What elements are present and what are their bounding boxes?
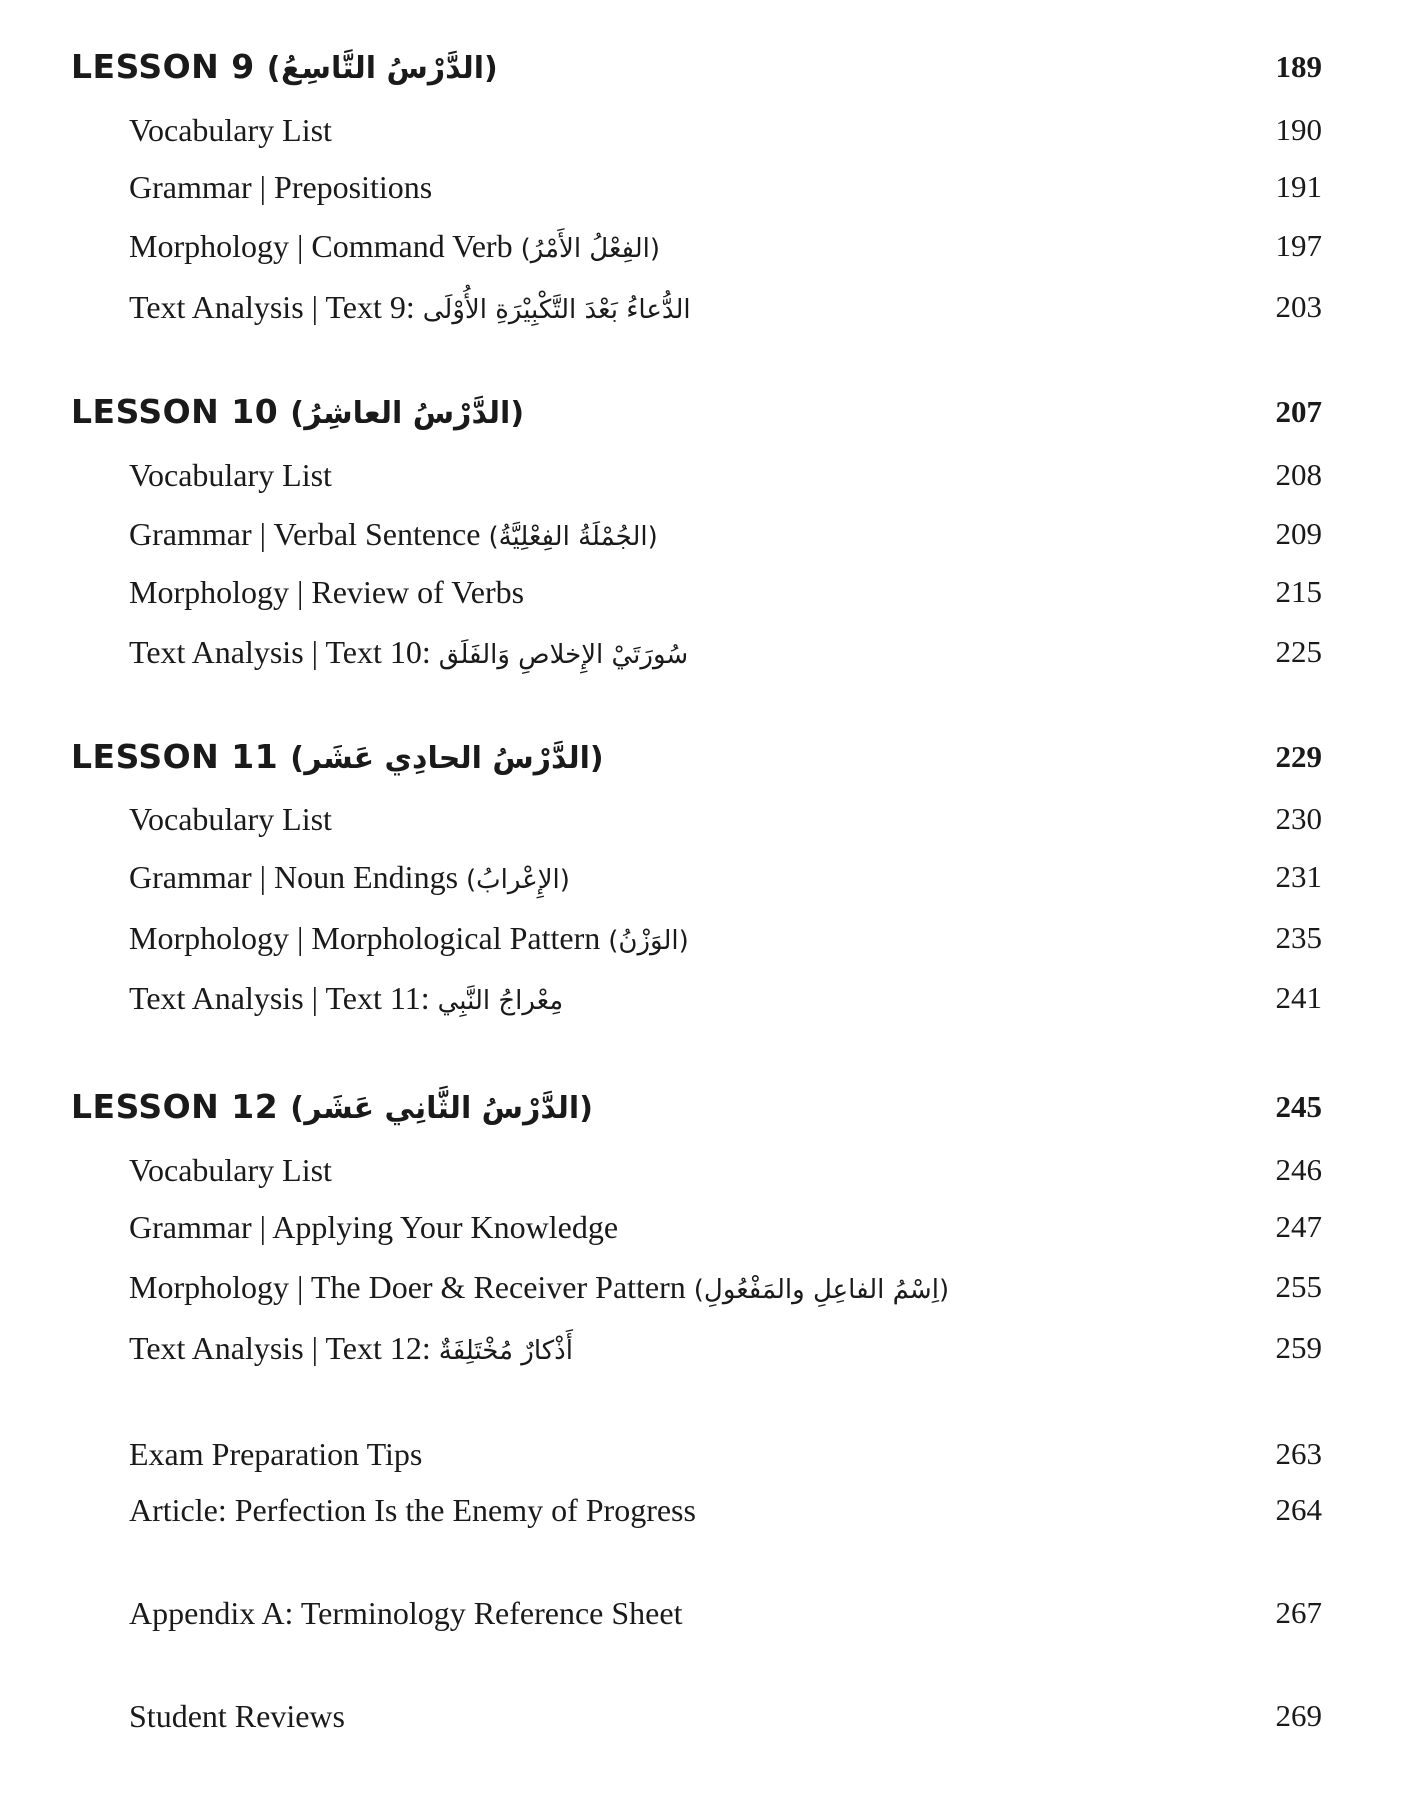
entry-text: Grammar | Noun Endings [129, 859, 467, 895]
page-number: 191 [1275, 169, 1322, 204]
page-number: 235 [1275, 920, 1322, 955]
entry-text: Grammar | Applying Your Knowledge [129, 1209, 619, 1245]
entry-title [129, 108, 332, 155]
entry-arabic: سُورَتَيْ الإِخلاصِ وَالفَلَق [438, 640, 689, 670]
entry-arabic: (الإِعْرابُ) [466, 865, 570, 895]
entry-title [129, 797, 332, 844]
entry-title [129, 512, 658, 559]
entry-title [129, 1326, 573, 1373]
page-number: 247 [1275, 1209, 1322, 1244]
page-number: 267 [1275, 1595, 1322, 1630]
page-number: 225 [1275, 634, 1322, 669]
lesson-arabic-title: (الدَّرْسُ التَّاسِعُ) [266, 51, 499, 86]
page-number: 215 [1275, 574, 1322, 609]
page-number: 264 [1275, 1492, 1322, 1527]
lesson-heading [71, 1085, 593, 1131]
entry-text: Grammar | Prepositions [129, 169, 433, 205]
entry-arabic: مِعْراجُ النَّبِي [437, 986, 564, 1016]
entry-text: Text Analysis | Text 11: [129, 980, 438, 1016]
page-number: 259 [1275, 1330, 1322, 1365]
entry-text: Morphology | Morphological Pattern [129, 920, 609, 956]
entry-title: Student Reviews [129, 1698, 345, 1734]
page-number: 263 [1275, 1436, 1322, 1471]
page-number: 230 [1275, 801, 1322, 836]
entry-text: Morphology | The Doer & Receiver Pattern [129, 1269, 694, 1305]
lesson-heading [71, 735, 604, 781]
entry-arabic: (الوَزْنُ) [608, 926, 689, 956]
entry-title [129, 855, 570, 902]
page-number: 231 [1275, 859, 1322, 894]
entry-title: Appendix A: Terminology Reference Sheet [129, 1595, 683, 1631]
lesson-arabic-title: (الدَّرْسُ الثَّانِي عَشَر) [290, 1091, 594, 1126]
entry-arabic: أَذْكارٌ مُخْتَلِفَةٌ [438, 1336, 573, 1366]
entry-title [129, 1148, 332, 1195]
entry-text: Text Analysis | Text 10: [129, 634, 439, 670]
entry-text: Vocabulary List [129, 1152, 332, 1188]
page-number: 197 [1275, 228, 1322, 263]
entry-text: Vocabulary List [129, 112, 332, 148]
entry-title [129, 630, 688, 677]
page-number: 203 [1275, 289, 1322, 324]
entry-arabic: (الفِعْلُ الأَمْرُ) [520, 234, 660, 264]
lesson-heading [71, 390, 525, 436]
lesson-heading [71, 45, 498, 91]
entry-title [129, 1205, 618, 1252]
entry-title [129, 570, 524, 617]
page-number: 190 [1275, 112, 1322, 147]
entry-text: Vocabulary List [129, 457, 332, 493]
entry-title [129, 224, 660, 271]
entry-title: Article: Perfection Is the Enemy of Progress [129, 1492, 696, 1528]
entry-title [129, 916, 689, 963]
entry-title: Exam Preparation Tips [129, 1436, 423, 1472]
page-number: 241 [1275, 980, 1322, 1015]
entry-text: Grammar | Verbal Sentence [129, 516, 489, 552]
page-number: 245 [1275, 1089, 1322, 1124]
lesson-label: LESSON 10 [71, 392, 279, 431]
entry-text: Morphology | Command Verb [129, 228, 521, 264]
entry-arabic: الدُّعاءُ بَعْدَ التَّكْبِيْرَةِ الأُوْلَى [422, 295, 691, 325]
lesson-arabic-title: (الدَّرْسُ الحادِي عَشَر) [290, 741, 605, 776]
page-number: 208 [1275, 457, 1322, 492]
entry-title [129, 453, 332, 500]
entry-title [129, 1265, 949, 1312]
entry-text: Text Analysis | Text 12: [129, 1330, 439, 1366]
lesson-label: LESSON 12 [71, 1087, 279, 1126]
entry-title [129, 165, 432, 212]
lesson-arabic-title: (الدَّرْسُ العاشِرُ) [290, 396, 525, 431]
entry-text: Morphology | Review of Verbs [129, 574, 525, 610]
entry-arabic: (الجُمْلَةُ الفِعْلِيَّةُ) [488, 522, 658, 552]
entry-title [129, 285, 691, 332]
entry-arabic: (اِسْمُ الفاعِلِ والمَفْعُولِ) [693, 1275, 950, 1305]
page-number: 209 [1275, 516, 1322, 551]
lesson-label: LESSON 11 [71, 737, 279, 776]
lesson-label: LESSON 9 [71, 47, 255, 86]
page-number: 269 [1275, 1698, 1322, 1733]
page-number: 229 [1275, 739, 1322, 774]
entry-title [129, 976, 563, 1023]
page-number: 207 [1275, 394, 1322, 429]
page-number: 189 [1275, 49, 1322, 84]
page-number: 246 [1275, 1152, 1322, 1187]
entry-text: Vocabulary List [129, 801, 332, 837]
page-number: 255 [1275, 1269, 1322, 1304]
entry-text: Text Analysis | Text 9: [129, 289, 423, 325]
